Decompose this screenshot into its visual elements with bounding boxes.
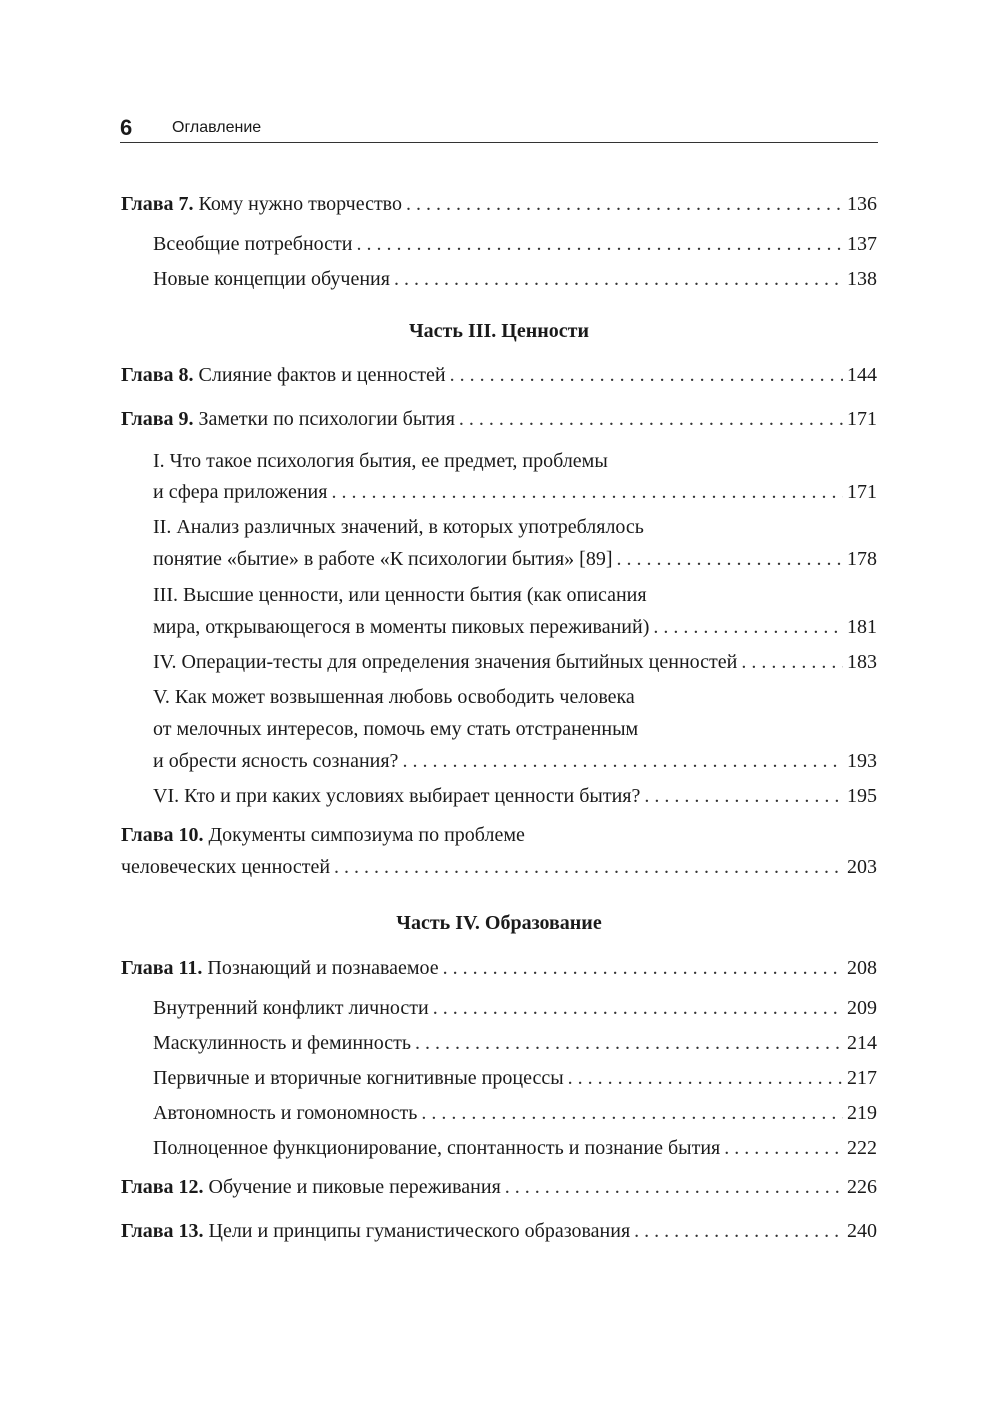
dot-leader — [741, 649, 843, 675]
toc-entry-line — [121, 822, 877, 848]
dot-leader — [357, 231, 844, 257]
dot-leader — [653, 614, 843, 640]
toc-page-number: 208 — [847, 957, 877, 979]
toc-entry-line: V. Как может возвышенная любовь освободить человека — [153, 686, 635, 708]
dot-leader — [402, 748, 843, 774]
part-heading-3: Часть III. Ценности — [408, 320, 589, 342]
toc-entry-title — [121, 1218, 630, 1244]
toc-page-number: 219 — [847, 1102, 877, 1124]
toc-page-number: 203 — [847, 856, 877, 878]
toc-entry-title: Маскулинность и феминность — [153, 1032, 411, 1054]
toc-entry-title — [121, 955, 439, 981]
dot-leader — [334, 854, 843, 880]
chapter-label: Глава 12. — [121, 1176, 204, 1198]
dot-leader — [433, 995, 843, 1021]
toc-entry-section[interactable] — [153, 783, 877, 809]
dot-leader — [568, 1065, 843, 1091]
toc-page-number: 181 — [847, 616, 877, 638]
toc-page-number: 214 — [847, 1032, 877, 1054]
toc-entry-section[interactable] — [153, 479, 877, 505]
toc-page-number: 136 — [847, 193, 877, 215]
toc-page-number: 138 — [847, 268, 877, 290]
page-number: 6 — [120, 115, 133, 140]
part-heading-4: Часть IV. Образование — [396, 912, 602, 934]
toc-page-number: 217 — [847, 1067, 877, 1089]
toc-page-number: 193 — [847, 750, 877, 772]
chapter-label: Глава 13. — [121, 1220, 204, 1242]
toc-entry-title: понятие «бытие» в работе «К психологии бытия» [89] — [153, 548, 613, 570]
toc-entry-title: человеческих ценностей — [121, 856, 331, 878]
dot-leader — [459, 406, 843, 432]
chapter-title: Кому нужно творчество — [198, 193, 402, 215]
dot-leader — [394, 266, 843, 292]
running-header — [120, 114, 878, 143]
toc-entry-line: I. Что такое психология бытия, ее предмет, проблемы — [153, 450, 608, 472]
toc-entry-chapter-7[interactable] — [121, 191, 877, 217]
toc-entry-section[interactable] — [153, 614, 877, 640]
toc-entry-chapter-10[interactable] — [121, 854, 877, 880]
dot-leader — [331, 479, 843, 505]
toc-page-number: 183 — [847, 651, 877, 673]
dot-leader — [634, 1218, 843, 1244]
toc-entry-section[interactable] — [153, 266, 877, 292]
toc-entry-section[interactable] — [153, 649, 877, 675]
toc-page-number: 137 — [847, 233, 877, 255]
chapter-label: Глава 8. — [121, 364, 194, 386]
toc-entry-title: и сфера приложения — [153, 481, 328, 503]
toc-entry-line: от мелочных интересов, помочь ему стать отстраненным — [153, 718, 639, 740]
toc-page-number: 222 — [847, 1137, 877, 1159]
toc-entry-title: IV. Операции-тесты для определения значения бытийных ценностей — [153, 651, 738, 673]
chapter-title: Познающий и познаваемое — [207, 957, 439, 979]
toc-page-number: 195 — [847, 785, 877, 807]
toc-page-number: 144 — [847, 364, 877, 386]
chapter-label: Глава 11. — [121, 957, 203, 979]
toc-entry-title — [121, 362, 446, 388]
toc-entry-chapter-9[interactable] — [121, 406, 877, 432]
chapter-title: Цели и принципы гуманистического образования — [208, 1220, 631, 1242]
toc-page-number: 209 — [847, 997, 877, 1019]
toc-entry-chapter-13[interactable] — [121, 1218, 877, 1244]
dot-leader — [450, 362, 843, 388]
toc-entry-title: Автономность и гомономность — [153, 1102, 418, 1124]
toc-entry-title: и обрести ясность сознания? — [153, 750, 399, 772]
toc-entry-title — [121, 1174, 501, 1200]
chapter-title: Заметки по психологии бытия — [198, 408, 455, 430]
toc-entry-title: Всеобщие потребности — [153, 233, 353, 255]
toc-entry-title: VI. Кто и при каких условиях выбирает ценности бытия? — [153, 785, 641, 807]
dot-leader — [443, 955, 843, 981]
chapter-title: Документы симпозиума по проблеме — [208, 824, 525, 846]
toc-entry-title: Внутренний конфликт личности — [153, 997, 429, 1019]
toc-entry-section[interactable] — [153, 995, 877, 1021]
toc-page-number: 171 — [847, 481, 877, 503]
dot-leader — [505, 1174, 843, 1200]
chapter-label: Глава 7. — [121, 193, 194, 215]
chapter-label: Глава 9. — [121, 408, 194, 430]
chapter-label: Глава 10. — [121, 824, 204, 846]
toc-entry-section[interactable] — [153, 1065, 877, 1091]
toc-entry-section[interactable] — [153, 748, 877, 774]
toc-entry-chapter-12[interactable] — [121, 1174, 877, 1200]
toc-page-number: 240 — [847, 1220, 877, 1242]
toc-entry-title — [121, 191, 402, 217]
toc-entry-title: Новые концепции обучения — [153, 268, 390, 290]
dot-leader — [616, 546, 843, 572]
dot-leader — [415, 1030, 843, 1056]
dot-leader — [406, 191, 843, 217]
toc-entry-title — [121, 406, 455, 432]
dot-leader — [644, 783, 843, 809]
toc-entry-line: II. Анализ различных значений, в которых употреблялось — [153, 516, 644, 538]
toc-entry-section[interactable] — [153, 1100, 877, 1126]
toc-entry-chapter-8[interactable] — [121, 362, 877, 388]
toc-entry-chapter-11[interactable] — [121, 955, 877, 981]
dot-leader — [421, 1100, 843, 1126]
chapter-title: Слияние фактов и ценностей — [198, 364, 446, 386]
toc-entry-title: мира, открывающегося в моменты пиковых переживаний) — [153, 616, 650, 638]
toc-page-number: 171 — [847, 408, 877, 430]
toc-page-number: 226 — [847, 1176, 877, 1198]
toc-entry-title: Первичные и вторичные когнитивные процессы — [153, 1067, 564, 1089]
dot-leader — [724, 1135, 843, 1161]
toc-entry-line: III. Высшие ценности, или ценности бытия (как описания — [153, 584, 647, 606]
chapter-title: Обучение и пиковые переживания — [208, 1176, 501, 1198]
toc-entry-title: Полноценное функционирование, спонтанность и познание бытия — [153, 1137, 721, 1159]
toc-page-number: 178 — [847, 548, 877, 570]
toc-entry-section[interactable] — [153, 1030, 877, 1056]
toc-entry-section[interactable] — [153, 231, 877, 257]
running-section-title: Оглавление — [172, 119, 262, 136]
toc-entry-section[interactable] — [153, 546, 877, 572]
toc-entry-section[interactable] — [153, 1135, 877, 1161]
